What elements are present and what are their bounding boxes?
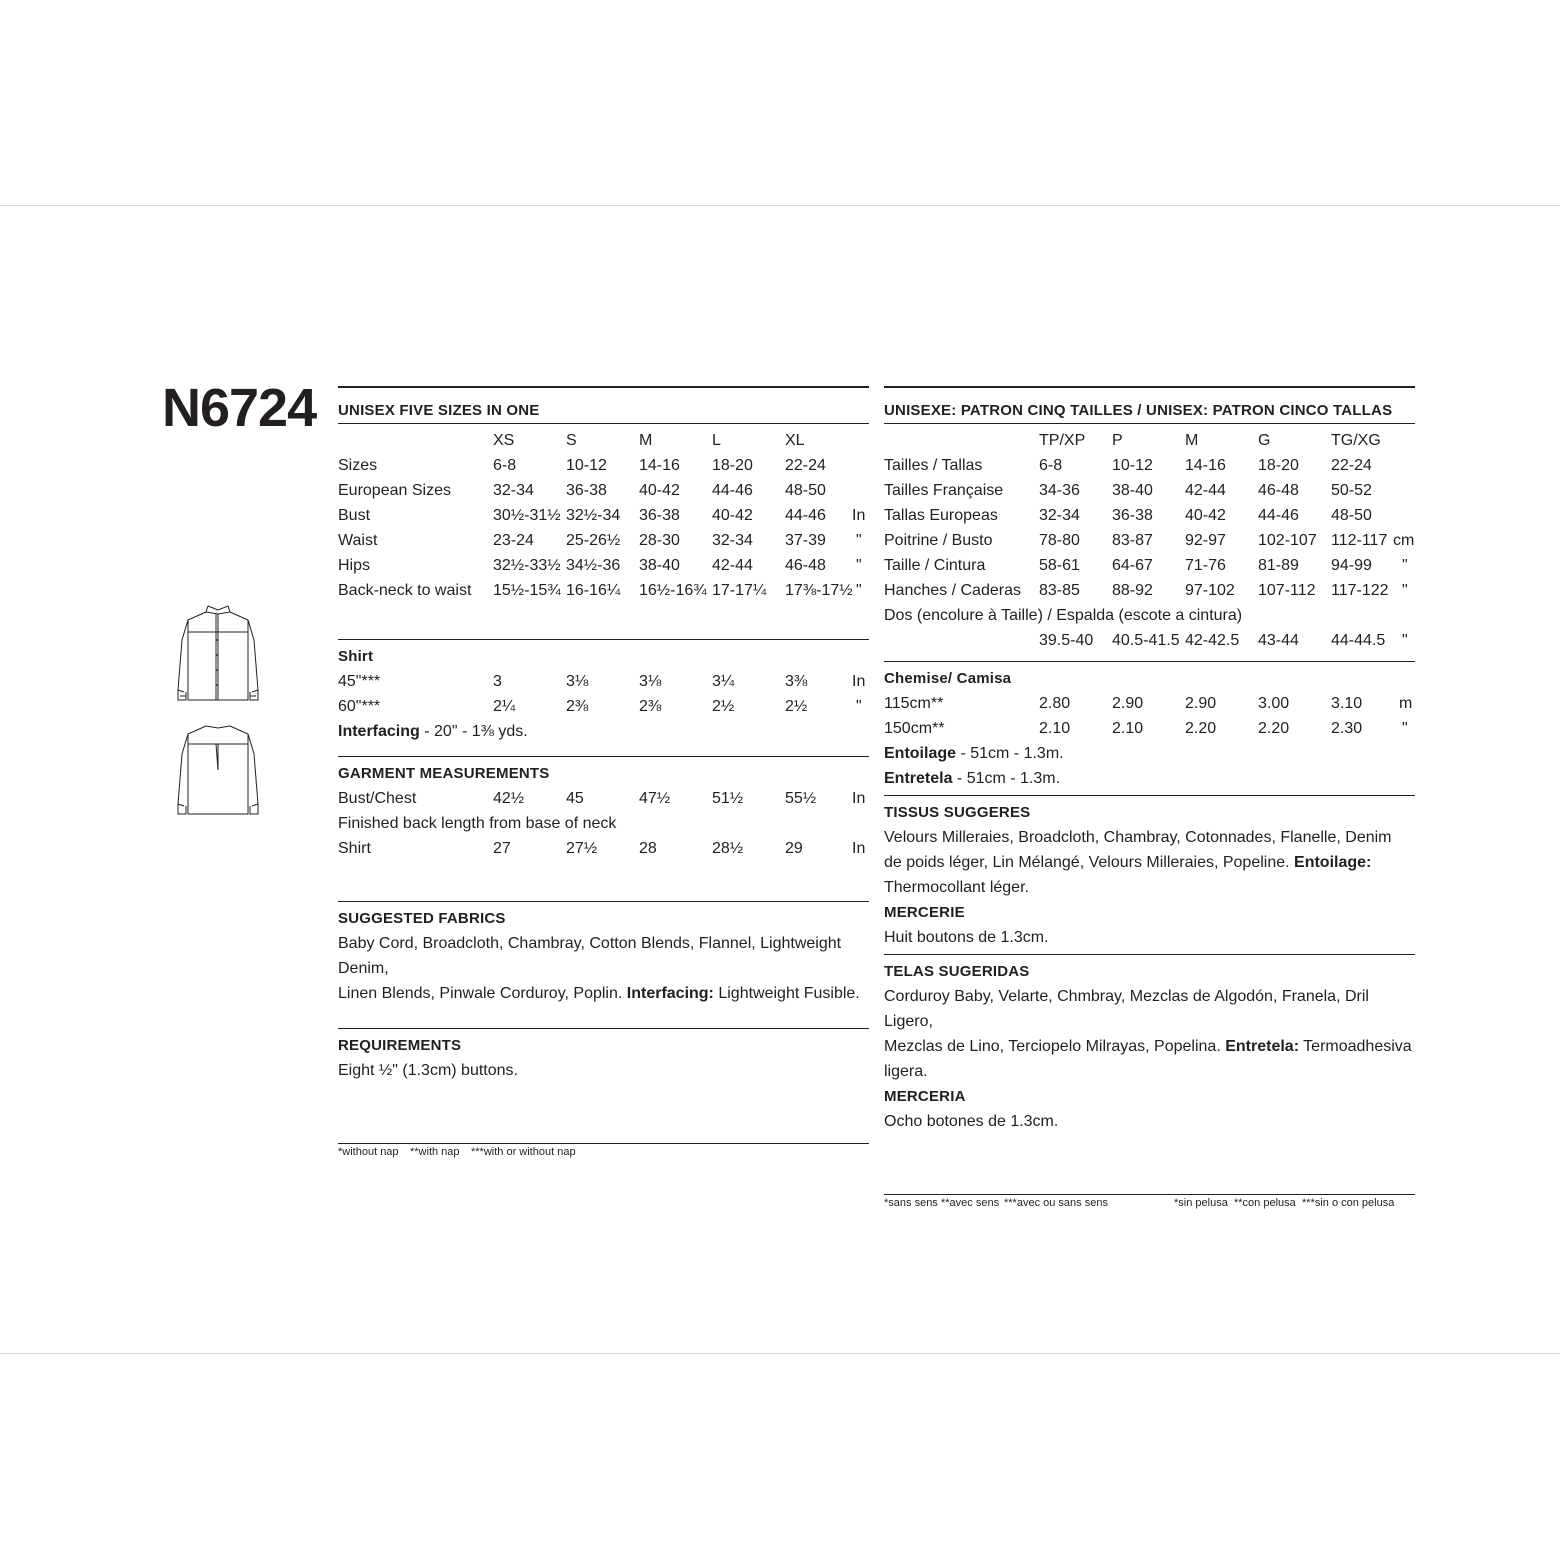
footnote: **avec sens xyxy=(941,1197,1000,1209)
cell: 36-38 xyxy=(1112,507,1153,524)
cell: 2.10 xyxy=(1039,720,1071,737)
cell: 2.20 xyxy=(1185,720,1217,737)
cell: 17⅜-17½ xyxy=(785,582,853,599)
telas-line: Corduroy Baby, Velarte, Chmbray, Mezclas de Algodón, Franela, Dril Ligero, xyxy=(884,988,1369,1030)
row-label: Hips xyxy=(338,557,371,574)
shirt-back-sketch xyxy=(172,720,264,820)
cell: 43-44 xyxy=(1258,632,1299,649)
cell: 112-117 xyxy=(1331,532,1388,549)
cell: 36-38 xyxy=(566,482,607,499)
fabrics-interfacing-label: Interfacing: xyxy=(626,985,714,1002)
cell: 28-30 xyxy=(639,532,680,549)
size-code: G xyxy=(1258,432,1271,449)
title-unisexe-patron: UNISEXE: PATRON CINQ TAILLES / UNISEX: PATRON CINCO TALLAS xyxy=(884,402,1393,419)
cell: 3.00 xyxy=(1258,695,1290,712)
entoilage-label: Entoilage xyxy=(884,745,957,762)
unit: In xyxy=(852,507,866,524)
back-length-row xyxy=(884,628,1415,653)
cell: 3⅛ xyxy=(566,673,589,690)
tissus-entoilage-label: Entoilage: xyxy=(1294,854,1372,871)
cell: 2.30 xyxy=(1331,720,1363,737)
size-code: L xyxy=(712,432,721,449)
english-column xyxy=(338,386,869,1160)
telas-text-part: Mezclas de Lino, Terciopelo Milrayas, Popelina. xyxy=(884,1038,1226,1055)
cell: 2½ xyxy=(785,698,808,715)
entoilage-line xyxy=(884,741,1064,766)
cell: 3⅜ xyxy=(785,673,808,690)
size-code: XL xyxy=(785,432,805,449)
body-row-tailles-francaise xyxy=(884,478,1415,503)
row-label: 150cm** xyxy=(884,720,945,737)
cell: 55½ xyxy=(785,790,817,807)
footnote: *without nap xyxy=(338,1146,399,1158)
cell: 94-99 xyxy=(1331,557,1372,574)
size-code: TP/XP xyxy=(1039,432,1086,449)
cell: 37-39 xyxy=(785,532,826,549)
bottom-frame-line xyxy=(0,1353,1560,1354)
tissus-suggeres-heading: TISSUS SUGGERES xyxy=(884,804,1031,821)
cell: 27 xyxy=(493,840,511,857)
telas-entretela-label: Entretela: xyxy=(1225,1038,1300,1055)
body-row-hips xyxy=(338,553,869,578)
shirt-row-150 xyxy=(884,716,1415,741)
cell: 3⅛ xyxy=(639,673,662,690)
cell: 44-44.5 xyxy=(1331,632,1386,649)
footnote: ***with or without nap xyxy=(471,1146,576,1158)
row-label: 45"*** xyxy=(338,673,381,690)
body-row-bust xyxy=(338,503,869,528)
interfacing-row xyxy=(338,719,869,744)
row-label: Back-neck to waist xyxy=(338,582,472,599)
entretela-label: Entretela xyxy=(884,770,953,787)
cell: 117-122 xyxy=(1331,582,1389,599)
cell: 2¼ xyxy=(493,698,516,715)
unit: " xyxy=(1402,632,1408,649)
pattern-number: N6724 xyxy=(162,378,317,438)
cell: 46-48 xyxy=(785,557,826,574)
cell: 83-87 xyxy=(1112,532,1153,549)
cell: 14-16 xyxy=(1185,457,1226,474)
mercerie-heading: MERCERIE xyxy=(884,904,965,921)
footnotes-french-spanish xyxy=(884,1195,1415,1211)
cell: 16-16¼ xyxy=(566,582,621,599)
cell: 97-102 xyxy=(1185,582,1235,599)
interfacing-line xyxy=(338,719,528,744)
mercerie-text: Huit boutons de 1.3cm. xyxy=(884,929,1049,946)
cell: 36-38 xyxy=(639,507,680,524)
entretela-text: - 51cm - 1.3m. xyxy=(952,770,1061,787)
cell: 42-42.5 xyxy=(1185,632,1240,649)
telas-sugeridas-heading: TELAS SUGERIDAS xyxy=(884,963,1030,980)
shirt-heading: Shirt xyxy=(338,648,374,665)
fabrics-interfacing-text: Lightweight Fusible. xyxy=(713,985,860,1002)
cell: 23-24 xyxy=(493,532,534,549)
unit: " xyxy=(1402,582,1408,599)
unit: cm xyxy=(1393,532,1415,549)
unit: " xyxy=(856,698,862,715)
body-row-tailles xyxy=(884,453,1415,478)
cell: 6-8 xyxy=(493,457,517,474)
cell: 44-46 xyxy=(712,482,753,499)
row-label: European Sizes xyxy=(338,482,451,499)
tissus-line: Thermocollant léger. xyxy=(884,879,1029,896)
back-length-label-row xyxy=(884,603,1415,628)
footnotes-english xyxy=(338,1144,869,1160)
cell: 42-44 xyxy=(1185,482,1226,499)
title-unisex-five-sizes: UNISEX FIVE SIZES IN ONE xyxy=(338,402,540,419)
entretela-row xyxy=(884,766,1415,791)
row-label: Tallas Europeas xyxy=(884,507,998,524)
cell: 29 xyxy=(785,840,803,857)
entretela-line xyxy=(884,766,1060,791)
cell: 32-34 xyxy=(712,532,753,549)
cell: 34-36 xyxy=(1039,482,1080,499)
cell: 34½-36 xyxy=(566,557,621,574)
shirt-front-sketch xyxy=(172,600,264,710)
fabrics-text: Linen Blends, Pinwale Corduroy, Poplin. xyxy=(338,985,627,1002)
cell: 44-46 xyxy=(785,507,826,524)
footnote: *sin pelusa xyxy=(1174,1197,1228,1209)
size-code: M xyxy=(1185,432,1199,449)
garment-note: Finished back length from base of neck xyxy=(338,815,617,832)
footnote: **con pelusa xyxy=(1234,1197,1296,1209)
cell: 18-20 xyxy=(1258,457,1299,474)
cell: 22-24 xyxy=(785,457,826,474)
body-row-taille-cintura xyxy=(884,553,1415,578)
footnote: ***sin o con pelusa xyxy=(1302,1197,1395,1209)
chemise-heading: Chemise/ Camisa xyxy=(884,670,1012,687)
size-code: P xyxy=(1112,432,1123,449)
cell: 44-46 xyxy=(1258,507,1299,524)
cell: 2.10 xyxy=(1112,720,1144,737)
row-label: Taille / Cintura xyxy=(884,557,986,574)
cell: 45 xyxy=(566,790,584,807)
cell: 40-42 xyxy=(639,482,680,499)
requirements-heading: REQUIREMENTS xyxy=(338,1037,462,1054)
garment-measurements-heading: GARMENT MEASUREMENTS xyxy=(338,765,550,782)
cell: 2½ xyxy=(712,698,735,715)
merceria-text: Ocho botones de 1.3cm. xyxy=(884,1113,1059,1130)
row-label: 60"*** xyxy=(338,698,381,715)
cell: 25-26½ xyxy=(566,532,621,549)
row-label: Waist xyxy=(338,532,378,549)
size-code: S xyxy=(566,432,577,449)
unit: " xyxy=(1402,720,1408,737)
size-code: TG/XG xyxy=(1331,432,1381,449)
cell: 28 xyxy=(639,840,657,857)
cell: 42-44 xyxy=(712,557,753,574)
cell: 3.10 xyxy=(1331,695,1363,712)
cell: 10-12 xyxy=(1112,457,1153,474)
telas-text-part: Termoadhesiva xyxy=(1299,1038,1412,1055)
cell: 81-89 xyxy=(1258,557,1299,574)
suggested-fabrics-text xyxy=(338,931,869,1006)
footnote: ***avec ou sans sens xyxy=(1004,1197,1108,1209)
cell: 42½ xyxy=(493,790,525,807)
cell: 40-42 xyxy=(1185,507,1226,524)
size-code: XS xyxy=(493,432,515,449)
cell: 3¼ xyxy=(712,673,735,690)
cell: 78-80 xyxy=(1039,532,1080,549)
cell: 40-42 xyxy=(712,507,753,524)
cell: 15½-15¾ xyxy=(493,582,561,599)
cell: 2.80 xyxy=(1039,695,1071,712)
cell: 39.5-40 xyxy=(1039,632,1094,649)
tissus-text-part: de poids léger, Lin Mélangé, Velours Milleraies, Popeline. xyxy=(884,854,1295,871)
row-label: Bust xyxy=(338,507,371,524)
cell: 28½ xyxy=(712,840,744,857)
size-header-row xyxy=(884,428,1415,453)
cell: 14-16 xyxy=(639,457,680,474)
cell: 47½ xyxy=(639,790,671,807)
cell: 48-50 xyxy=(1331,507,1372,524)
body-row-hanches xyxy=(884,578,1415,603)
cell: 48-50 xyxy=(785,482,826,499)
telas-line xyxy=(884,1034,1415,1059)
body-row-european-sizes xyxy=(338,478,869,503)
unit: In xyxy=(852,673,866,690)
tissus-line xyxy=(884,850,1415,875)
cell: 18-20 xyxy=(712,457,753,474)
unit: m xyxy=(1399,695,1413,712)
shirt-row-115 xyxy=(884,691,1415,716)
unit: " xyxy=(856,557,862,574)
cell: 71-76 xyxy=(1185,557,1226,574)
garment-bust-row xyxy=(338,786,869,811)
cell: 16½-16¾ xyxy=(639,582,707,599)
cell: 50-52 xyxy=(1331,482,1372,499)
tissus-line: Velours Milleraies, Broadcloth, Chambray, Cotonnades, Flanelle, Denim xyxy=(884,829,1392,846)
cell: 83-85 xyxy=(1039,582,1080,599)
row-label: Poitrine / Busto xyxy=(884,532,993,549)
french-spanish-column xyxy=(884,386,1415,1211)
requirements-text: Eight ½" (1.3cm) buttons. xyxy=(338,1062,518,1079)
suggested-fabrics-heading: SUGGESTED FABRICS xyxy=(338,910,506,927)
cell: 17-17¼ xyxy=(712,582,767,599)
fabrics-line xyxy=(338,981,869,1006)
cell: 32-34 xyxy=(493,482,534,499)
cell: 32½-34 xyxy=(566,507,621,524)
size-code: M xyxy=(639,432,653,449)
row-label: Dos (encolure à Taille) / Espalda (escote a cintura) xyxy=(884,607,1243,624)
cell: 22-24 xyxy=(1331,457,1372,474)
unit: " xyxy=(856,582,862,599)
row-label: Sizes xyxy=(338,457,378,474)
telas-line: ligera. xyxy=(884,1063,928,1080)
cell: 107-112 xyxy=(1258,582,1316,599)
cell: 2⅜ xyxy=(566,698,589,715)
unit: " xyxy=(1402,557,1408,574)
interfacing-label: Interfacing xyxy=(338,723,420,740)
unit: " xyxy=(856,532,862,549)
cell: 32½-33½ xyxy=(493,557,561,574)
tissus-text xyxy=(884,825,1415,900)
interfacing-text: - 20" - 1⅜ yds. xyxy=(419,723,528,740)
cell: 38-40 xyxy=(639,557,680,574)
cell: 88-92 xyxy=(1112,582,1153,599)
row-label: Tailles Française xyxy=(884,482,1004,499)
cell: 46-48 xyxy=(1258,482,1299,499)
cell: 2.90 xyxy=(1185,695,1217,712)
cell: 2⅜ xyxy=(639,698,662,715)
body-row-tallas-europeas xyxy=(884,503,1415,528)
cell: 102-107 xyxy=(1258,532,1317,549)
cell: 6-8 xyxy=(1039,457,1063,474)
shirt-row-45 xyxy=(338,669,869,694)
cell: 40.5-41.5 xyxy=(1112,632,1180,649)
row-label: Bust/Chest xyxy=(338,790,417,807)
cell: 92-97 xyxy=(1185,532,1226,549)
size-header-row xyxy=(338,428,869,453)
body-row-poitrine xyxy=(884,528,1415,553)
merceria-heading: MERCERIA xyxy=(884,1088,966,1105)
unit: In xyxy=(852,790,866,807)
cell: 27½ xyxy=(566,840,598,857)
body-row-back-neck xyxy=(338,578,869,603)
body-row-sizes xyxy=(338,453,869,478)
row-label: Hanches / Caderas xyxy=(884,582,1021,599)
cell: 38-40 xyxy=(1112,482,1153,499)
garment-shirt-row xyxy=(338,836,869,861)
cell: 2.90 xyxy=(1112,695,1144,712)
entoilage-text: - 51cm - 1.3m. xyxy=(956,745,1064,762)
fabrics-line: Baby Cord, Broadcloth, Chambray, Cotton Blends, Flannel, Lightweight Denim, xyxy=(338,935,842,977)
entoilage-row xyxy=(884,741,1415,766)
row-label: 115cm** xyxy=(884,695,944,712)
cell: 58-61 xyxy=(1039,557,1080,574)
top-frame-line xyxy=(0,205,1560,206)
row-label: Shirt xyxy=(338,840,371,857)
telas-text xyxy=(884,984,1415,1084)
row-label: Tailles / Tallas xyxy=(884,457,983,474)
footnote: **with nap xyxy=(410,1146,460,1158)
cell: 10-12 xyxy=(566,457,607,474)
cell: 32-34 xyxy=(1039,507,1080,524)
unit: In xyxy=(852,840,866,857)
cell: 2.20 xyxy=(1258,720,1290,737)
cell: 3 xyxy=(493,673,502,690)
body-row-waist xyxy=(338,528,869,553)
cell: 30½-31½ xyxy=(493,507,561,524)
shirt-row-60 xyxy=(338,694,869,719)
cell: 51½ xyxy=(712,790,744,807)
cell: 64-67 xyxy=(1112,557,1153,574)
garment-note-row xyxy=(338,811,869,836)
footnote: *sans sens xyxy=(884,1197,938,1209)
